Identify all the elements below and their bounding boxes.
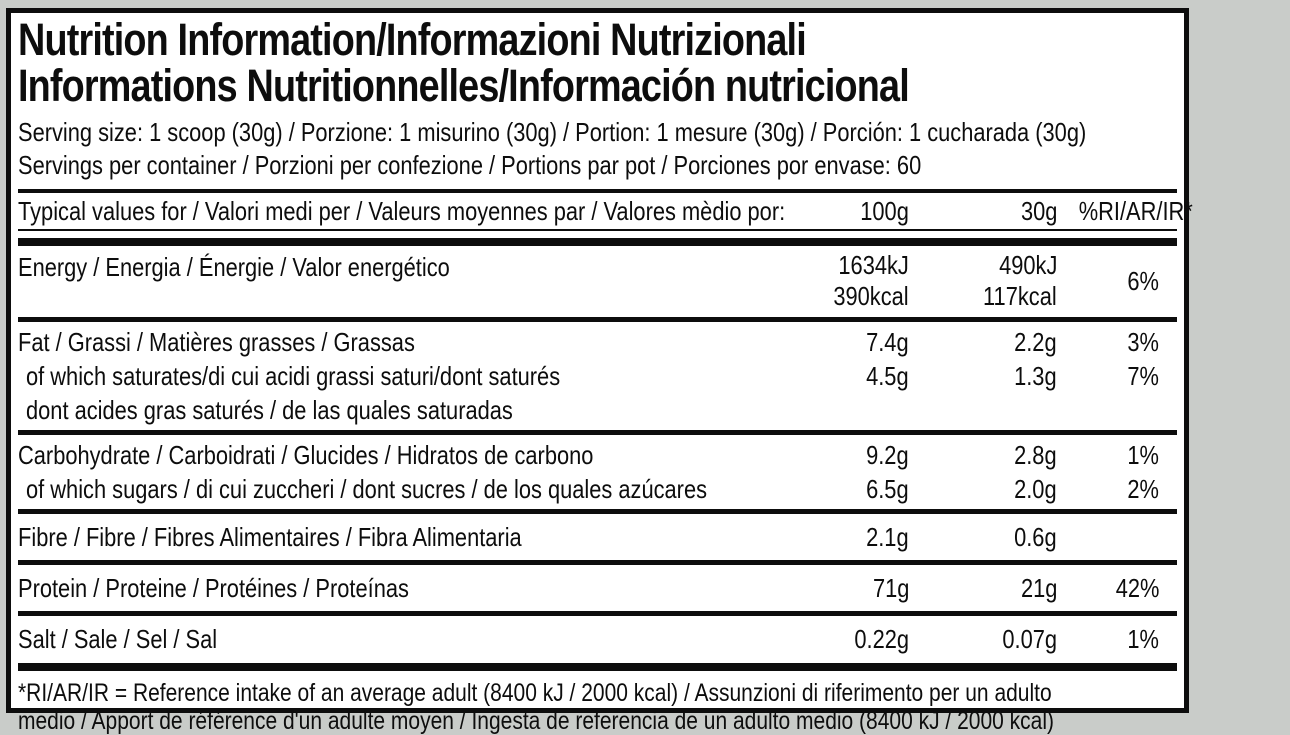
row-carbohydrate xyxy=(18,438,1177,472)
rule-after-energy xyxy=(18,317,1177,322)
row-fibre xyxy=(18,517,1177,557)
row-sugars xyxy=(18,472,1177,506)
row-salt xyxy=(18,619,1177,659)
row-energy xyxy=(18,246,1177,314)
rule-after-fat xyxy=(18,430,1177,435)
salt-100g: 0.22g xyxy=(854,624,909,654)
protein-30g: 21g xyxy=(1020,573,1057,603)
row-fat-saturates-continuation xyxy=(18,393,1177,427)
fat-saturates-label: of which saturates/di cui acidi grassi saturi/dont saturés xyxy=(26,361,561,391)
footnote-line-2: medio / Apport de référence d'un adulte moyen / Ingesta de referencia de un adulto medio (8400 kJ / 2000 kcal) xyxy=(18,707,1054,735)
protein-label: Protein / Proteine / Protéines / Proteínas xyxy=(18,573,409,603)
footnote-line-1: *RI/AR/IR = Reference intake of an average adult (8400 kJ / 2000 kcal) / Assunzioni di riferimento per un adulto xyxy=(18,679,1052,707)
rule-below-header-thick xyxy=(18,238,1177,246)
sugars-ri: 2% xyxy=(1127,474,1160,504)
row-protein xyxy=(18,568,1177,608)
rule-after-carbohydrate xyxy=(18,509,1177,514)
row-fat xyxy=(18,325,1177,359)
row-fat-saturates xyxy=(18,359,1177,393)
protein-100g: 71g xyxy=(872,573,909,603)
energy-kcal-100g: 390kcal xyxy=(833,281,909,311)
serving-info xyxy=(18,116,1177,182)
fibre-label: Fibre / Fibre / Fibres Alimentaires / Fibra Alimentaria xyxy=(18,522,522,552)
fat-saturates-30g: 1.3g xyxy=(1014,361,1057,391)
serving-size-line: Serving size: 1 scoop (30g) / Porzione: 1 misurino (30g) / Portion: 1 mesure (30g) / Porción: 1 cucharada (30g) xyxy=(18,117,1087,147)
rule-below-salt xyxy=(18,663,1177,671)
reference-intake-footnote xyxy=(18,679,1177,735)
energy-kj-100g: 1634kJ xyxy=(838,250,909,280)
label-title xyxy=(18,14,1177,111)
header-label: Typical values for / Valori medi per / Valeurs moyennes par / Valores mèdio por: xyxy=(18,196,786,226)
sugars-100g: 6.5g xyxy=(866,474,909,504)
header-col-100g: 100g xyxy=(860,196,909,226)
carbohydrate-label: Carbohydrate / Carboidrati / Glucides / Hidratos de carbono xyxy=(18,440,594,470)
fat-saturates-continuation-label: dont acides gras saturés / de las quales saturadas xyxy=(26,395,513,425)
fat-label: Fat / Grassi / Matières grasses / Grassas xyxy=(18,327,415,357)
servings-per-container-line: Servings per container / Porzioni per confezione / Portions par pot / Porciones por envase: 60 xyxy=(18,150,922,180)
carbohydrate-100g: 9.2g xyxy=(866,440,909,470)
fibre-100g: 2.1g xyxy=(866,522,909,552)
header-col-ri: %RI/AR/IR* xyxy=(1078,196,1193,226)
energy-label: Energy / Energia / Énergie / Valor energético xyxy=(18,252,450,282)
sugars-label: of which sugars / di cui zuccheri / dont sucres / de los quales azúcares xyxy=(26,474,708,504)
salt-ri: 1% xyxy=(1127,624,1160,654)
rule-after-protein xyxy=(18,611,1177,616)
title-line-1: Nutrition Information/Informazioni Nutrizionali xyxy=(18,14,806,65)
fat-saturates-ri: 7% xyxy=(1127,361,1160,391)
nutrition-label xyxy=(6,8,1193,735)
rule-after-fibre xyxy=(18,560,1177,565)
energy-kcal-30g: 117kcal xyxy=(983,281,1057,311)
title-line-2: Informations Nutritionnelles/Información nutricional xyxy=(18,60,909,111)
table-header-row xyxy=(18,193,1193,229)
fibre-ri xyxy=(1057,520,1177,554)
carbohydrate-30g: 2.8g xyxy=(1014,440,1057,470)
carbohydrate-ri: 1% xyxy=(1127,440,1160,470)
protein-ri: 42% xyxy=(1115,573,1160,603)
energy-100g-values xyxy=(777,250,909,312)
energy-ri: 6% xyxy=(1127,266,1160,296)
energy-30g-values xyxy=(909,250,1057,312)
fat-100g: 7.4g xyxy=(866,327,909,357)
header-col-30g: 30g xyxy=(1020,196,1057,226)
fat-30g: 2.2g xyxy=(1014,327,1057,357)
rule-below-header-thin xyxy=(18,229,1177,231)
fibre-30g: 0.6g xyxy=(1014,522,1057,552)
fat-ri: 3% xyxy=(1127,327,1160,357)
salt-30g: 0.07g xyxy=(1002,624,1057,654)
salt-label: Salt / Sale / Sel / Sal xyxy=(18,624,218,654)
sugars-30g: 2.0g xyxy=(1014,474,1057,504)
energy-kj-30g: 490kJ xyxy=(998,250,1057,280)
fat-saturates-100g: 4.5g xyxy=(866,361,909,391)
